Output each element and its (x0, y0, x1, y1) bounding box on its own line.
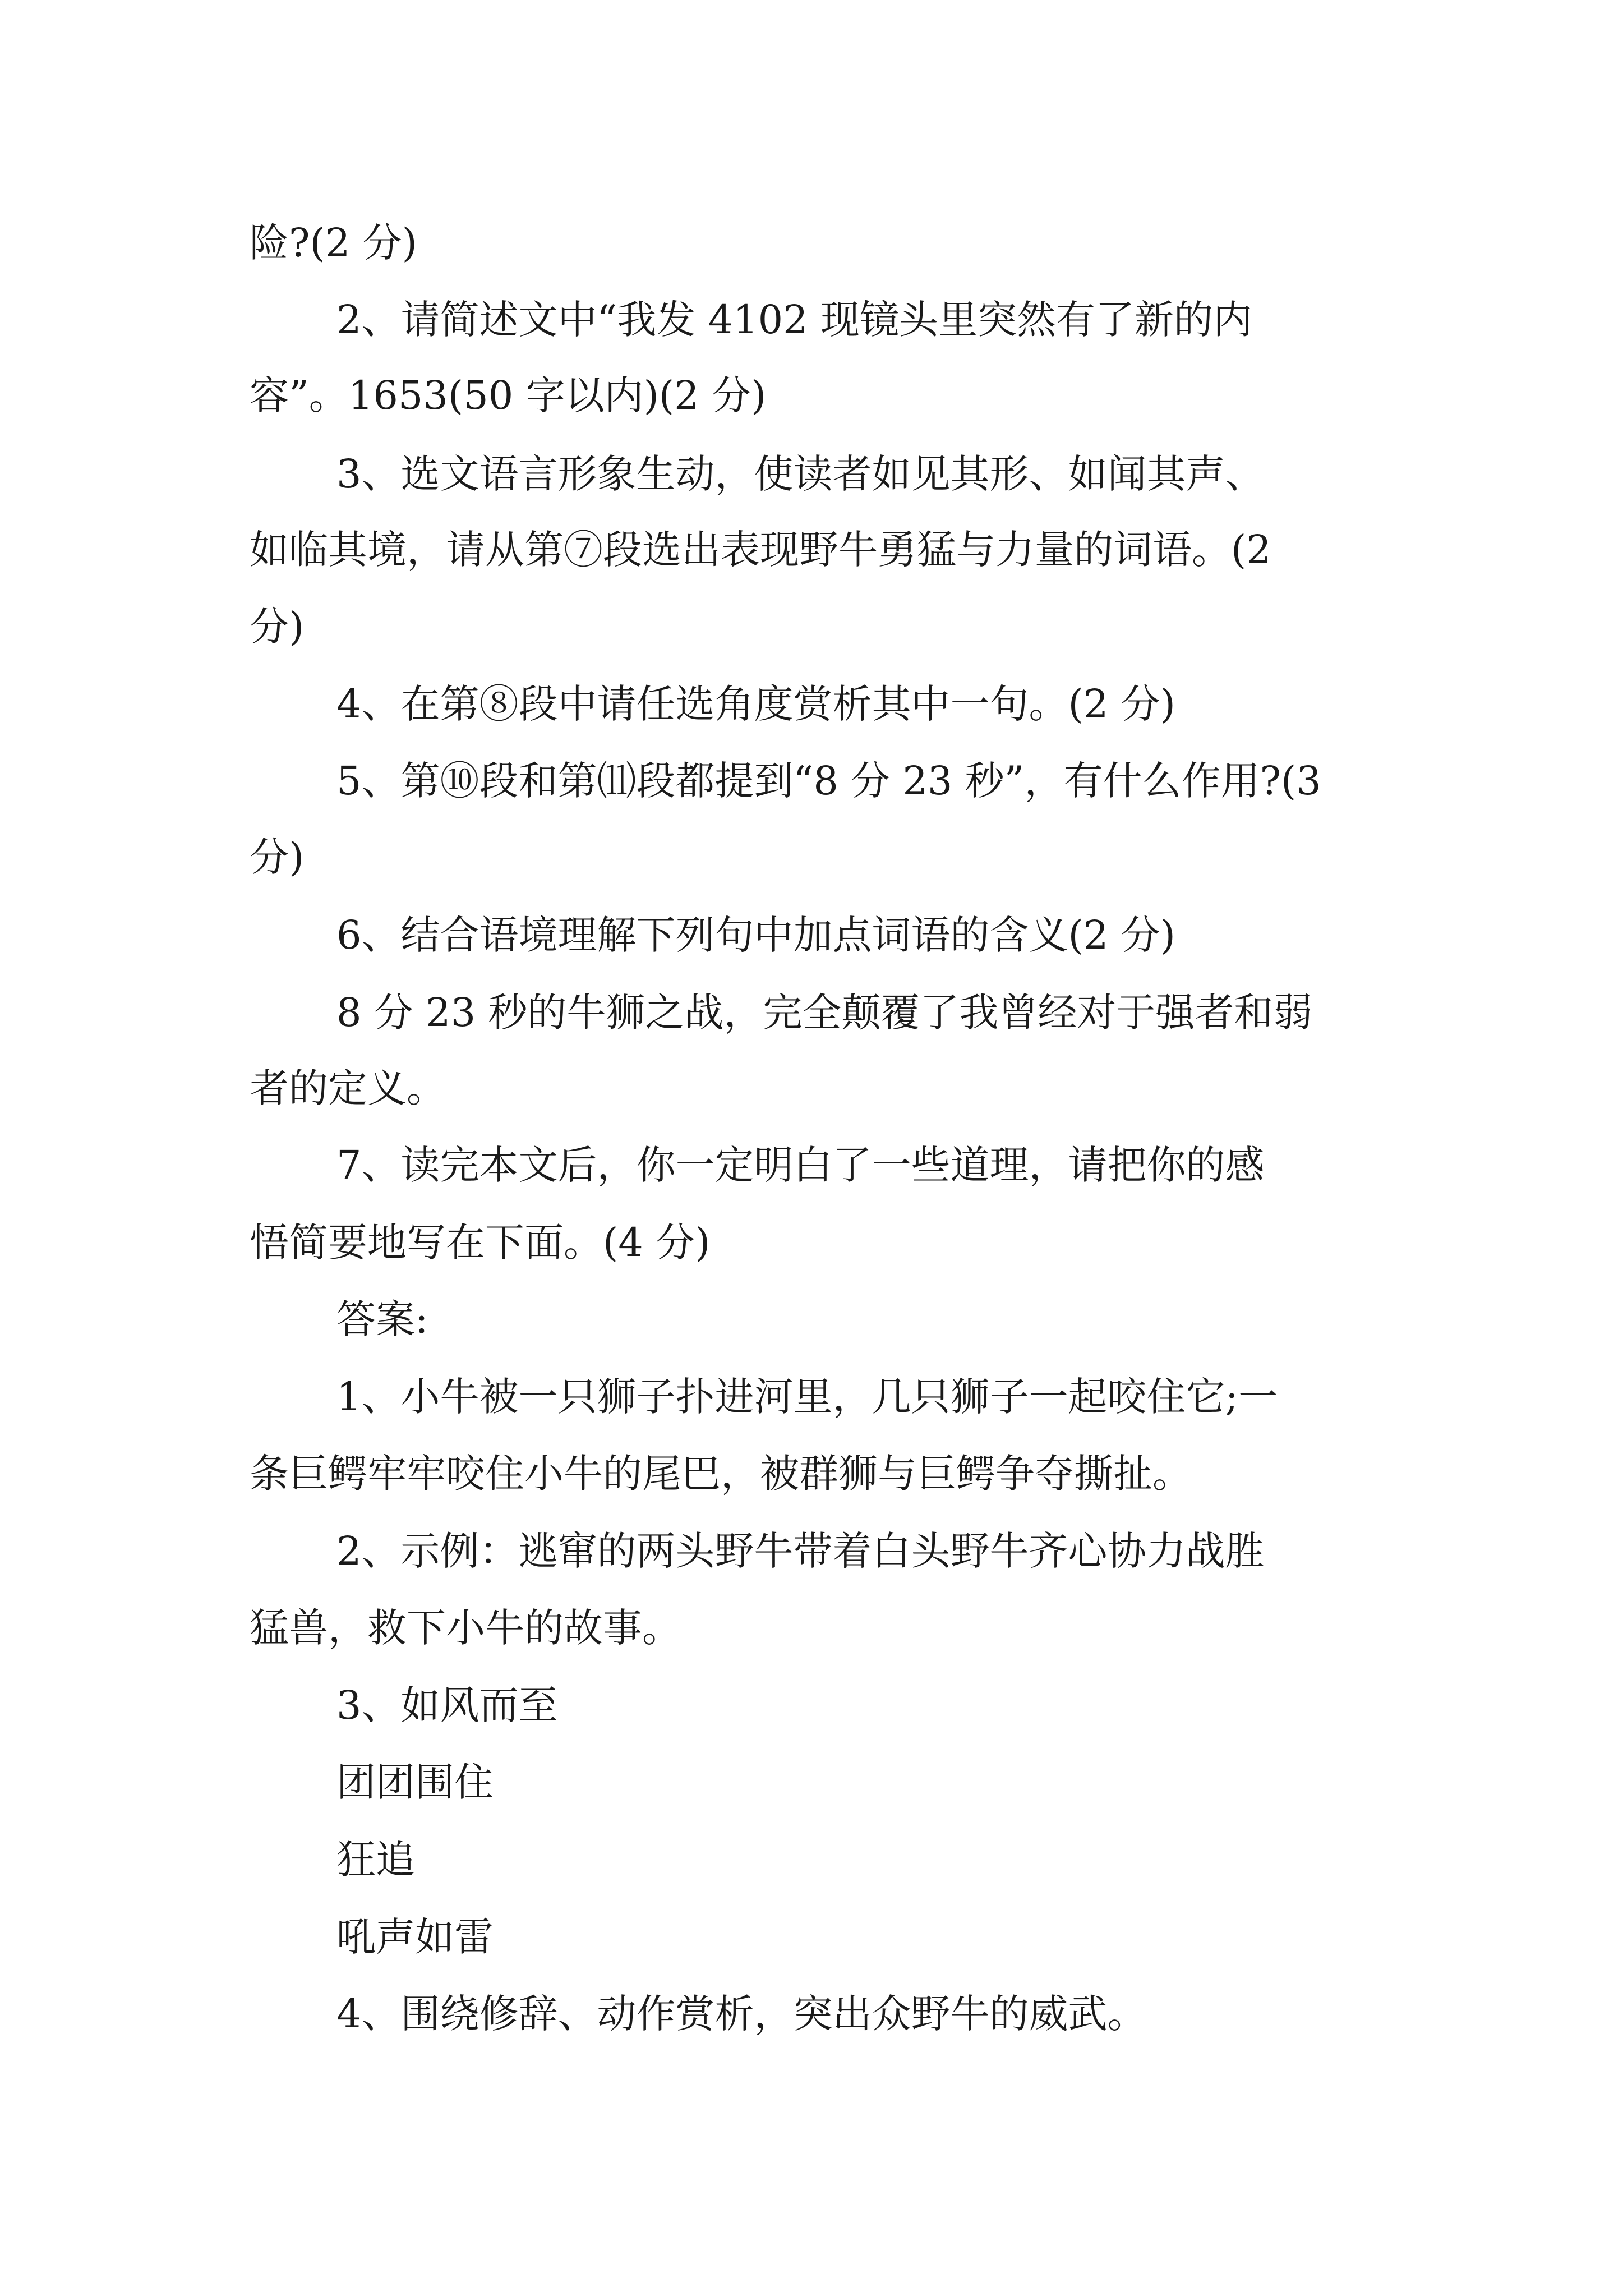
answer-2-line-2: 猛兽，救下小牛的故事。 (250, 1605, 681, 1651)
question-7-line-1: 7、读完本文后，你一定明白了一些道理，请把你的感 (336, 1142, 1265, 1188)
question-3-line-1: 3、选文语言形象生动，使读者如见其形、如闻其声、 (336, 451, 1265, 497)
answer-1-line-2: 条巨鳄牢牢咬住小牛的尾巴，被群狮与巨鳄争夺撕扯。 (250, 1451, 1192, 1497)
question-6-line: 6、结合语境理解下列句中加点词语的含义(2 分) (336, 912, 1175, 958)
question-2-line-2: 容”。1653(50 字以内)(2 分) (250, 372, 767, 418)
answer-3-item-1: 3、如风而至 (336, 1682, 558, 1728)
answer-3-item-3: 狂追 (336, 1837, 415, 1883)
question-4-line: 4、在第⑧段中请任选角度赏析其中一句。(2 分) (336, 681, 1175, 727)
answer-4-line: 4、围绕修辞、动作赏析，突出众野牛的威武。 (336, 1991, 1147, 2037)
question-3-line-2: 如临其境，请从第⑦段选出表现野牛勇猛与力量的词语。(2 (250, 527, 1271, 573)
answer-1-line-1: 1、小牛被一只狮子扑进河里，几只狮子一起咬住它;一 (336, 1374, 1278, 1420)
question-2-line-1: 2、请简述文中“我发 4102 现镜头里突然有了新的内 (336, 297, 1252, 343)
question-3-line-3: 分) (250, 604, 305, 650)
question-5-line-1: 5、第⑩段和第⑾段都提到“8 分 23 秒”，有什么作用?(3 (336, 758, 1321, 804)
quote-line-1: 8 分 23 秒的牛狮之战，完全颠覆了我曾经对于强者和弱 (336, 990, 1313, 1036)
quote-line-2: 者的定义。 (250, 1065, 446, 1111)
question-7-line-2: 悟简要地写在下面。(4 分) (250, 1220, 711, 1266)
question-5-line-2: 分) (250, 834, 305, 880)
answer-heading: 答案: (336, 1296, 428, 1342)
answer-3-item-4: 吼声如雷 (336, 1914, 494, 1960)
answer-2-line-1: 2、示例：逃窜的两头野牛带着白头野牛齐心协力战胜 (336, 1528, 1265, 1574)
text-line: 险?(2 分) (250, 220, 417, 266)
answer-3-item-2: 团团围住 (336, 1759, 494, 1805)
